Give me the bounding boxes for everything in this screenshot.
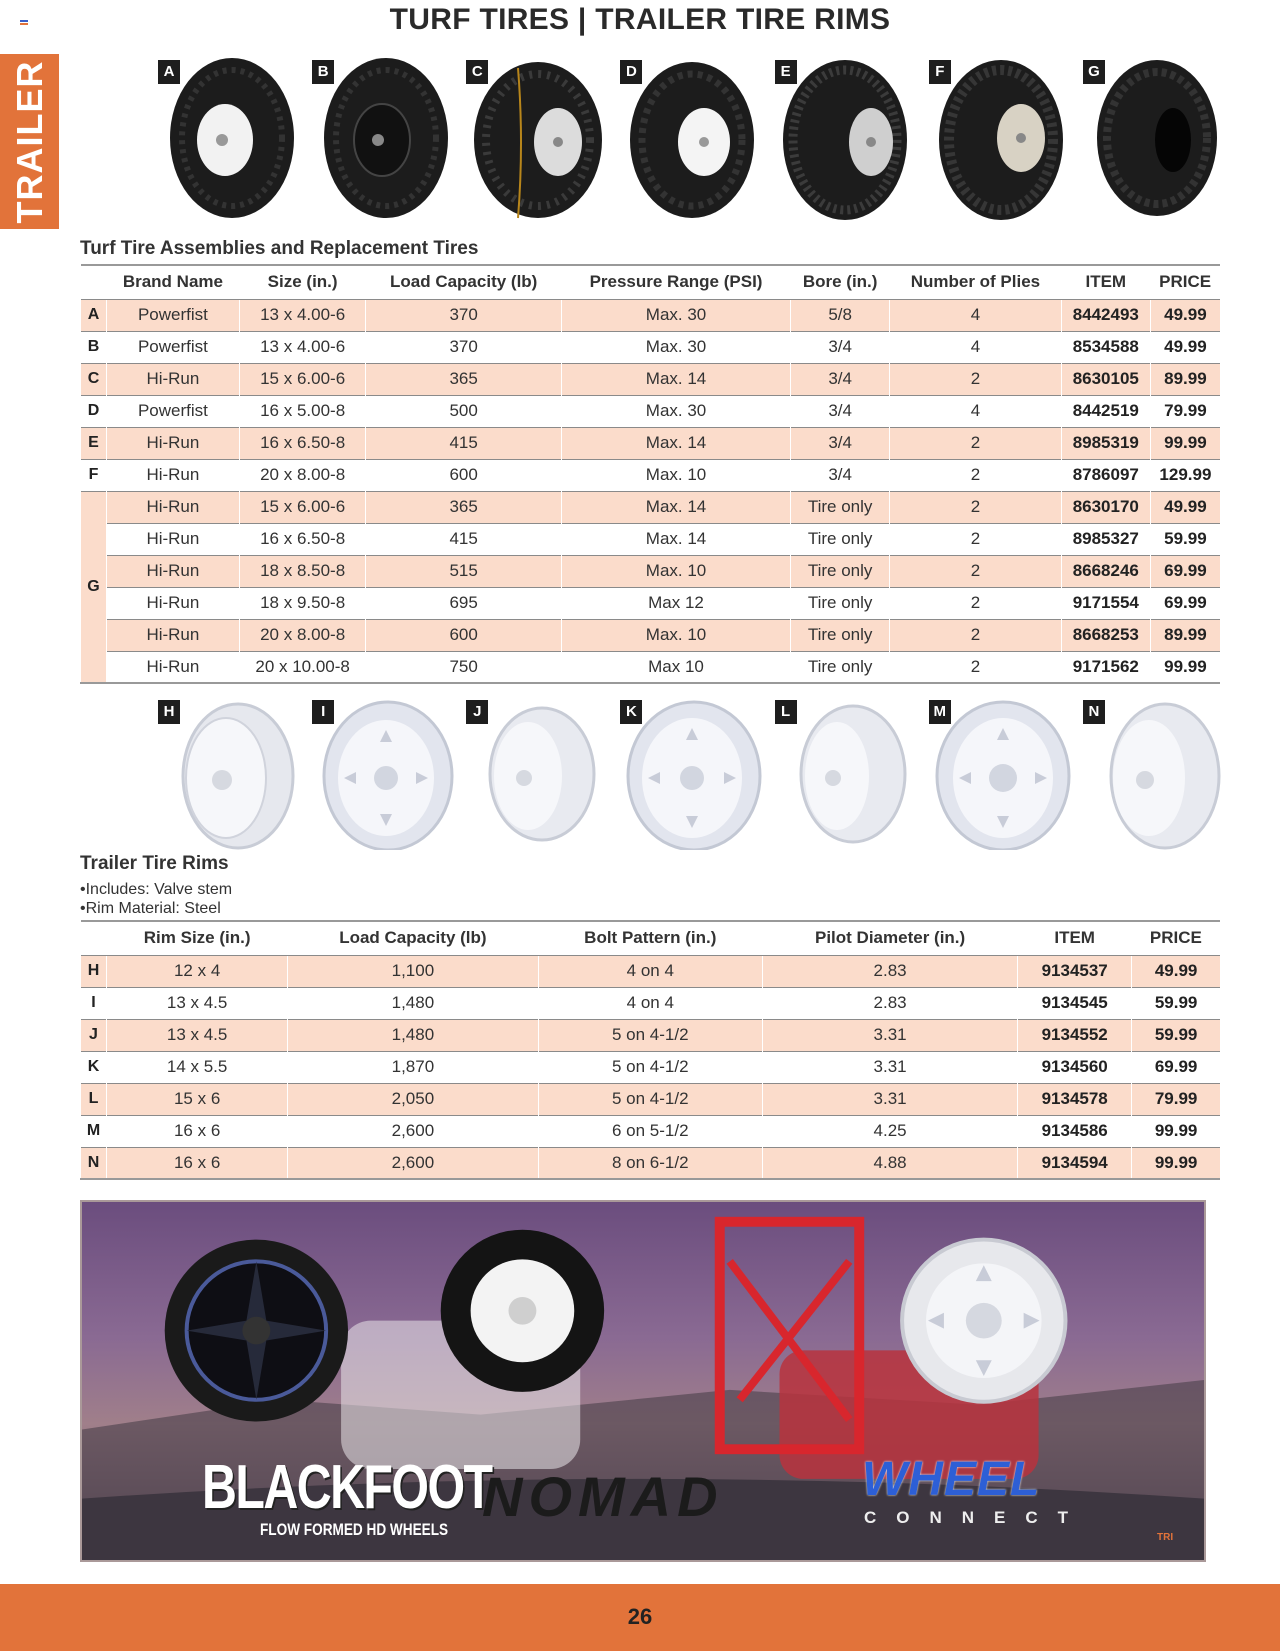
table-cell: 3.31 [763, 1083, 1018, 1115]
table-cell: 9134545 [1018, 987, 1132, 1019]
table-cell: 2,050 [288, 1083, 538, 1115]
tire-image [458, 58, 608, 233]
column-header: Rim Size (in.) [107, 921, 288, 955]
column-header: Bore (in.) [791, 265, 890, 299]
table-cell: 695 [366, 587, 561, 619]
row-code: K [81, 1051, 107, 1083]
row-code: C [81, 363, 107, 395]
table-cell: 59.99 [1132, 1019, 1220, 1051]
column-header: Load Capacity (lb) [366, 265, 561, 299]
column-header: Load Capacity (lb) [288, 921, 538, 955]
table-cell: 4 [890, 395, 1062, 427]
table-cell: 370 [366, 331, 561, 363]
table-row [81, 1115, 1221, 1147]
table-cell: Max. 14 [561, 363, 790, 395]
table-cell: 370 [366, 299, 561, 331]
row-code: N [81, 1147, 107, 1179]
row-code: B [81, 331, 107, 363]
table-cell: 5 on 4-1/2 [538, 1083, 763, 1115]
tire-photo-g [1075, 58, 1225, 233]
rim-photo-letter: J [466, 700, 488, 724]
table-header-row [81, 265, 1221, 299]
table-cell: Hi-Run [107, 651, 240, 683]
table-cell: 5/8 [791, 299, 890, 331]
table-cell: Tire only [791, 555, 890, 587]
table-cell: 8985319 [1061, 427, 1150, 459]
table-cell: 9171554 [1061, 587, 1150, 619]
table-cell: Max. 14 [561, 523, 790, 555]
table-cell: 89.99 [1150, 619, 1220, 651]
table-cell: 18 x 9.50-8 [239, 587, 366, 619]
table-cell: 16 x 5.00-8 [239, 395, 366, 427]
table-cell: 365 [366, 491, 561, 523]
table-cell: 16 x 6.50-8 [239, 427, 366, 459]
table-cell: 2 [890, 555, 1062, 587]
table-cell: Max 10 [561, 651, 790, 683]
tire-photo-b [304, 58, 454, 233]
table-cell: 13 x 4.00-6 [239, 299, 366, 331]
tire-image [150, 58, 300, 233]
row-code: G [81, 491, 107, 683]
wheel-connect-tagline: CONNECT [864, 1508, 1089, 1527]
tire-photo-d [612, 58, 762, 233]
table-row [81, 1051, 1221, 1083]
table-cell: Hi-Run [107, 491, 240, 523]
row-code: E [81, 427, 107, 459]
tire-image [612, 58, 762, 233]
column-header: ITEM [1018, 921, 1132, 955]
rim-photo-i [304, 698, 454, 850]
table-cell: 8 on 6-1/2 [538, 1147, 763, 1179]
table-cell: Max. 30 [561, 331, 790, 363]
table-cell: 49.99 [1150, 299, 1220, 331]
table-cell: 600 [366, 459, 561, 491]
table-cell: 4.25 [763, 1115, 1018, 1147]
rim-photo-letter: N [1083, 700, 1105, 724]
table-cell: Hi-Run [107, 555, 240, 587]
table-cell: 415 [366, 427, 561, 459]
table-cell: 4.88 [763, 1147, 1018, 1179]
table-cell: 750 [366, 651, 561, 683]
table-cell: 2 [890, 651, 1062, 683]
tire-photo-letter: C [466, 60, 488, 84]
rims-bullet-list [80, 880, 232, 918]
page-footer [0, 1584, 1280, 1651]
table-cell: 3.31 [763, 1051, 1018, 1083]
row-code: I [81, 987, 107, 1019]
rim-photo-letter: K [620, 700, 642, 724]
table-row [81, 523, 1221, 555]
table-cell: Powerfist [107, 395, 240, 427]
code-header [81, 921, 107, 955]
side-tab-label: TRAILER [8, 60, 50, 223]
column-header: Pilot Diameter (in.) [763, 921, 1018, 955]
table-cell: 515 [366, 555, 561, 587]
rim-photo-letter: L [775, 700, 797, 724]
table-cell: 129.99 [1150, 459, 1220, 491]
trailer-rim-table [80, 920, 1220, 1180]
table-cell: 59.99 [1132, 987, 1220, 1019]
table-cell: 2.83 [763, 987, 1018, 1019]
table-cell: 13 x 4.5 [107, 987, 288, 1019]
column-header: PRICE [1132, 921, 1220, 955]
rim-photo-letter: I [312, 700, 334, 724]
row-code: M [81, 1115, 107, 1147]
table-cell: 9134594 [1018, 1147, 1132, 1179]
page-number: 26 [627, 1604, 653, 1629]
rim-photo-letter: H [158, 700, 180, 724]
table-cell: Max. 30 [561, 299, 790, 331]
table-row [81, 363, 1221, 395]
table-cell: 89.99 [1150, 363, 1220, 395]
code-header [81, 265, 107, 299]
column-header: Brand Name [107, 265, 240, 299]
table-row [81, 619, 1221, 651]
table-cell: Hi-Run [107, 523, 240, 555]
table-row [81, 987, 1221, 1019]
table-cell: Max. 30 [561, 395, 790, 427]
table-cell: 2 [890, 523, 1062, 555]
table-cell: 8442519 [1061, 395, 1150, 427]
table-row [81, 651, 1221, 683]
table-cell: 8630105 [1061, 363, 1150, 395]
tire-photo-letter: G [1083, 60, 1105, 84]
table-cell: 8668253 [1061, 619, 1150, 651]
table-cell: Hi-Run [107, 427, 240, 459]
rim-photo-row [150, 698, 1225, 850]
table-cell: 69.99 [1150, 555, 1220, 587]
table-cell: 6 on 5-1/2 [538, 1115, 763, 1147]
tire-image [767, 58, 917, 233]
table-row [81, 1147, 1221, 1179]
table-cell: 49.99 [1150, 331, 1220, 363]
rim-photo-l [767, 698, 917, 850]
table-cell: 13 x 4.00-6 [239, 331, 366, 363]
table-cell: 2 [890, 587, 1062, 619]
row-code: L [81, 1083, 107, 1115]
table-cell: 16 x 6 [107, 1115, 288, 1147]
table-cell: 69.99 [1132, 1051, 1220, 1083]
table-cell: 99.99 [1132, 1147, 1220, 1179]
table-cell: 4 on 4 [538, 987, 763, 1019]
rim-photo-h [150, 698, 300, 850]
table-cell: 4 [890, 331, 1062, 363]
table-cell: 9134586 [1018, 1115, 1132, 1147]
tire-photo-letter: F [929, 60, 951, 84]
rim-photo-j [458, 698, 608, 850]
blackfoot-tagline: FLOW FORMED HD WHEELS [260, 1520, 449, 1539]
table-cell: 415 [366, 523, 561, 555]
tire-image [304, 58, 454, 233]
table-cell: Hi-Run [107, 459, 240, 491]
tire-photo-e [767, 58, 917, 233]
table-cell: 9171562 [1061, 651, 1150, 683]
table-cell: Tire only [791, 523, 890, 555]
rim-photo-n [1075, 698, 1225, 850]
promo-banner [80, 1200, 1206, 1562]
wheel-connect-logo: WHEEL [862, 1453, 1041, 1506]
tire-photo-f [921, 58, 1071, 233]
table-cell: 99.99 [1150, 427, 1220, 459]
table-row [81, 427, 1221, 459]
table-cell: 20 x 8.00-8 [239, 459, 366, 491]
page-title: TURF TIRES | TRAILER TIRE RIMS [389, 3, 891, 36]
table-cell: 600 [366, 619, 561, 651]
table-cell: 3.31 [763, 1019, 1018, 1051]
turf-tire-table [80, 264, 1220, 684]
table-cell: 2,600 [288, 1147, 538, 1179]
column-header: Pressure Range (PSI) [561, 265, 790, 299]
table-cell: Max. 14 [561, 427, 790, 459]
table-cell: 15 x 6 [107, 1083, 288, 1115]
table-cell: 4 on 4 [538, 955, 763, 987]
table-row [81, 395, 1221, 427]
table-cell: 2 [890, 491, 1062, 523]
bullet-item: •Includes: Valve stem [80, 881, 233, 898]
table-row [81, 587, 1221, 619]
table-header-row [81, 921, 1221, 955]
table-cell: 1,480 [288, 1019, 538, 1051]
table-cell: 3/4 [791, 331, 890, 363]
rim-photo-letter: M [929, 700, 951, 724]
table-cell: 2.83 [763, 955, 1018, 987]
table-cell: 16 x 6 [107, 1147, 288, 1179]
table-cell: 1,870 [288, 1051, 538, 1083]
table-cell: Hi-Run [107, 363, 240, 395]
turf-section-title: Turf Tire Assemblies and Replacement Tires [80, 238, 479, 259]
table-cell: 8442493 [1061, 299, 1150, 331]
table-cell: 79.99 [1132, 1083, 1220, 1115]
column-header: Size (in.) [239, 265, 366, 299]
table-cell: 99.99 [1150, 651, 1220, 683]
table-cell: 16 x 6.50-8 [239, 523, 366, 555]
table-cell: 69.99 [1150, 587, 1220, 619]
rim-photo-m [921, 698, 1071, 850]
table-cell: Tire only [791, 651, 890, 683]
table-cell: 2 [890, 619, 1062, 651]
nomad-logo: NOMAD [482, 1465, 724, 1528]
table-cell: 79.99 [1150, 395, 1220, 427]
table-cell: 8630170 [1061, 491, 1150, 523]
blackfoot-logo: BLACKFOOT [202, 1453, 492, 1522]
table-cell: 9134537 [1018, 955, 1132, 987]
table-cell: 8985327 [1061, 523, 1150, 555]
tri-logo: TRI [1157, 1532, 1174, 1543]
tire-image [1075, 58, 1225, 233]
table-cell: 20 x 8.00-8 [239, 619, 366, 651]
column-header: PRICE [1150, 265, 1220, 299]
table-cell: 365 [366, 363, 561, 395]
table-cell: 9134560 [1018, 1051, 1132, 1083]
tire-photo-a [150, 58, 300, 233]
table-cell: 15 x 6.00-6 [239, 363, 366, 395]
row-code: A [81, 299, 107, 331]
table-cell: 12 x 4 [107, 955, 288, 987]
table-cell: 13 x 4.5 [107, 1019, 288, 1051]
table-cell: 8786097 [1061, 459, 1150, 491]
table-cell: Max 12 [561, 587, 790, 619]
table-cell: 99.99 [1132, 1115, 1220, 1147]
rims-section-title: Trailer Tire Rims [80, 853, 229, 874]
table-cell: Max. 14 [561, 491, 790, 523]
table-cell: 1,100 [288, 955, 538, 987]
table-cell: Max. 10 [561, 555, 790, 587]
table-cell: Tire only [791, 619, 890, 651]
table-cell: 1,480 [288, 987, 538, 1019]
table-cell: Max. 10 [561, 619, 790, 651]
row-code: J [81, 1019, 107, 1051]
table-cell: Max. 10 [561, 459, 790, 491]
table-row [81, 955, 1221, 987]
table-cell: 4 [890, 299, 1062, 331]
table-cell: Hi-Run [107, 619, 240, 651]
table-cell: Hi-Run [107, 587, 240, 619]
tire-image [921, 58, 1071, 233]
row-code: D [81, 395, 107, 427]
table-cell: 8534588 [1061, 331, 1150, 363]
table-row [81, 491, 1221, 523]
table-cell: 59.99 [1150, 523, 1220, 555]
rim-photo-k [612, 698, 762, 850]
table-cell: 5 on 4-1/2 [538, 1019, 763, 1051]
table-cell: Powerfist [107, 299, 240, 331]
table-cell: 3/4 [791, 427, 890, 459]
tire-photo-letter: E [775, 60, 797, 84]
table-cell: 2,600 [288, 1115, 538, 1147]
table-row [81, 459, 1221, 491]
table-cell: 2 [890, 459, 1062, 491]
table-cell: Tire only [791, 491, 890, 523]
table-cell: Powerfist [107, 331, 240, 363]
row-code: F [81, 459, 107, 491]
column-header: Bolt Pattern (in.) [538, 921, 763, 955]
table-row [81, 1083, 1221, 1115]
table-cell: 18 x 8.50-8 [239, 555, 366, 587]
section-side-tab [0, 54, 59, 229]
column-header: ITEM [1061, 265, 1150, 299]
table-cell: 2 [890, 363, 1062, 395]
table-cell: 2 [890, 427, 1062, 459]
table-cell: 8668246 [1061, 555, 1150, 587]
tire-photo-c [458, 58, 608, 233]
row-code: H [81, 955, 107, 987]
tire-photo-letter: D [620, 60, 642, 84]
table-cell: 49.99 [1150, 491, 1220, 523]
table-row [81, 1019, 1221, 1051]
table-row [81, 331, 1221, 363]
table-cell: 15 x 6.00-6 [239, 491, 366, 523]
table-cell: 20 x 10.00-8 [239, 651, 366, 683]
column-header: Number of Plies [890, 265, 1062, 299]
table-cell: 9134552 [1018, 1019, 1132, 1051]
tire-photo-letter: B [312, 60, 334, 84]
table-cell: Tire only [791, 587, 890, 619]
tire-photo-row [150, 58, 1225, 233]
table-cell: 3/4 [791, 395, 890, 427]
tire-photo-letter: A [158, 60, 180, 84]
table-row [81, 299, 1221, 331]
table-cell: 5 on 4-1/2 [538, 1051, 763, 1083]
table-cell: 3/4 [791, 459, 890, 491]
table-row [81, 555, 1221, 587]
table-cell: 500 [366, 395, 561, 427]
table-cell: 14 x 5.5 [107, 1051, 288, 1083]
table-cell: 49.99 [1132, 955, 1220, 987]
table-cell: 9134578 [1018, 1083, 1132, 1115]
bullet-item: •Rim Material: Steel [80, 900, 221, 917]
table-cell: 3/4 [791, 363, 890, 395]
